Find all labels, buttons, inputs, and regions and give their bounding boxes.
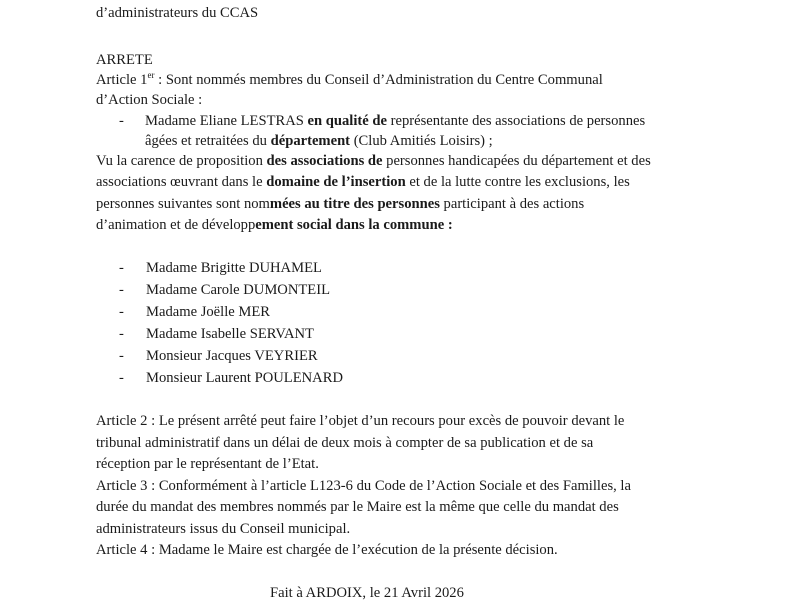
vu-text-bold: des associations de [266,153,383,169]
vu-line1 [96,152,651,170]
article1-line1 [96,71,603,89]
vu-line4 [96,216,453,234]
bullet-text: représentante des associations de personnes [387,113,646,129]
list-item: Madame Brigitte DUHAMEL [146,260,322,276]
vu-text: d’animation et de développ [96,217,256,233]
list-item-dash: - [119,370,124,386]
article2-line3: réception par le représentant de l’Etat. [96,456,319,472]
signature-line: Fait à ARDOIX, le 21 Avril 2026 [270,585,464,601]
article1-line2: d’Action Sociale : [96,92,203,108]
vu-text: Vu la carence de proposition [96,153,267,169]
vu-text: et de la lutte contre les exclusions, les [405,174,630,190]
bullet-text-bold: en qualité de [307,113,387,129]
vu-text: personnes handicapées du département et des [382,153,651,169]
bullet-text: Madame Eliane LESTRAS [145,113,308,129]
article1-text: : Sont nommés membres du Conseil d’Administration du Centre Communal [154,72,603,88]
article1-label: Article 1 [96,72,148,88]
list-item-dash: - [119,348,124,364]
list-item: Monsieur Laurent POULENARD [146,370,343,386]
vu-text-bold: mées au titre des personnes [269,196,440,212]
bullet-dash: - [119,113,124,129]
list-item: Madame Isabelle SERVANT [146,326,314,342]
article3-line3: administrateurs issus du Conseil municipal. [96,521,351,537]
article3-line2: durée du mandat des membres nommés par le Maire est la même que celle du mandat des [96,499,619,515]
article3-line1: Article 3 : Conformément à l’article L123-6 du Code de l’Action Sociale et des Familles, la [96,478,631,494]
vu-text-bold: ement social dans la commune : [255,217,453,233]
vu-text: associations œuvrant dans le [96,174,267,190]
bullet-text-bold: département [270,133,351,149]
bullet-text: âgées et retraitées du [145,133,271,149]
article4-line1: Article 4 : Madame le Maire est chargée de l’exécution de la présente décision. [96,542,558,558]
list-item: Madame Joëlle MER [146,304,271,320]
bullet-text: (Club Amitiés Loisirs) ; [350,133,493,149]
vu-line2 [96,173,630,191]
list-item-dash: - [119,260,124,276]
vu-text-bold: domaine de l’insertion [266,174,406,190]
bullet-line2 [145,132,493,150]
list-item-dash: - [119,304,124,320]
bullet-line1 [145,112,645,130]
top-line: d’administrateurs du CCAS [96,5,259,21]
list-item-dash: - [119,282,124,298]
list-item-dash: - [119,326,124,342]
vu-text: participant à des actions [439,196,585,212]
article2-line2: tribunal administratif dans un délai de deux mois à compter de sa publication et de sa [96,435,594,451]
article1-label-sup: er [147,70,155,80]
vu-text: personnes suivantes sont nom [96,196,270,212]
list-item: Monsieur Jacques VEYRIER [146,348,318,364]
vu-line3 [96,195,584,213]
list-item: Madame Carole DUMONTEIL [146,282,330,298]
article2-line1: Article 2 : Le présent arrêté peut faire l’objet d’un recours pour excès de pouvoir devant le [96,413,625,429]
heading-arrete: ARRETE [96,52,153,68]
